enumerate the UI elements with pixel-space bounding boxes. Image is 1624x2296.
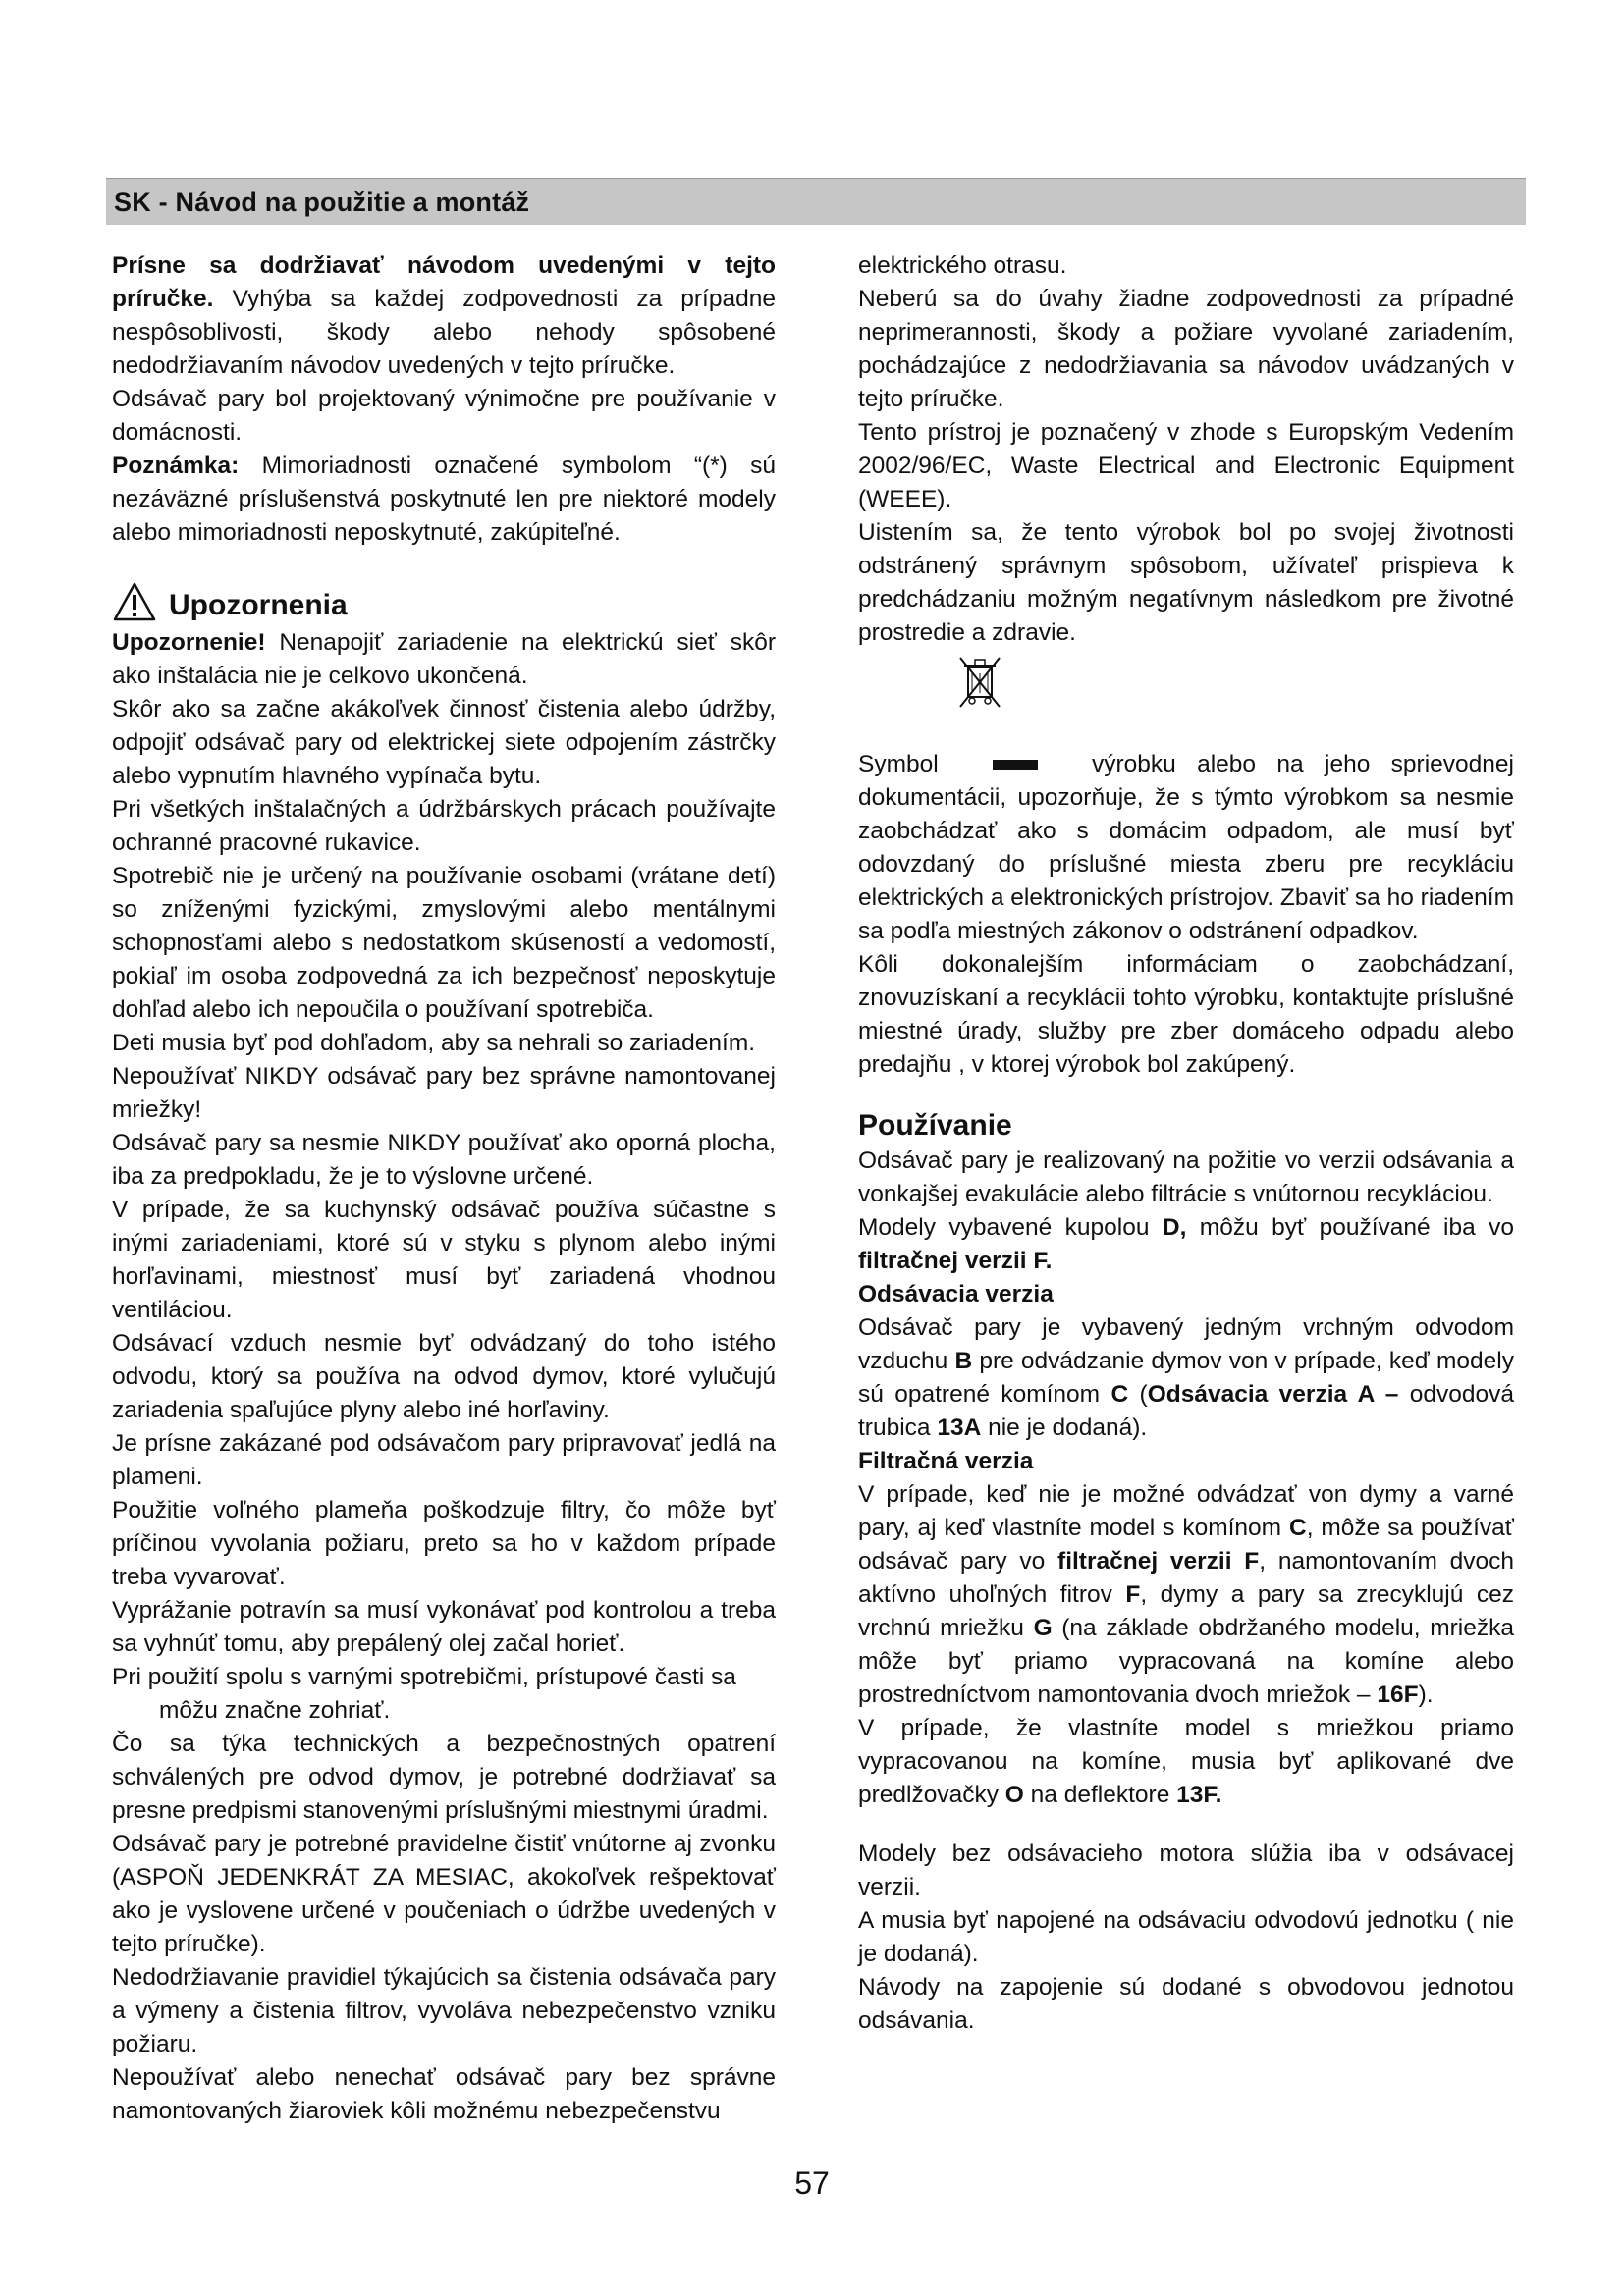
text: Odsávač pary je vybavený jedným vrchným odvodom vzduchu	[858, 1314, 1514, 1374]
bold-text: F	[1125, 1581, 1141, 1608]
text: ).	[1418, 1682, 1434, 1708]
text: , môže sa používať odsávač pary vo	[858, 1515, 1514, 1575]
grille-paragraph	[858, 1712, 1514, 1812]
paragraph: Deti musia byť pod dohľadom, aby sa nehrali so zariadením.	[112, 1030, 756, 1056]
paragraph: Neberú sa do úvahy žiadne zodpovednosti za prípadné neprimerannosti, škody a požiare vyvolané zariadením, pochádzajúce z nedodržiavania sa návodov uvádzaných v tejto príručke.	[858, 286, 1514, 412]
text: Modely vybavené kupolou	[858, 1214, 1163, 1241]
bold-text: filtračnej verzii F.	[858, 1248, 1053, 1274]
note-label: Poznámka:	[112, 453, 240, 479]
bold-text: 16F	[1377, 1682, 1419, 1708]
intro-text: Vyhýba sa každej zodpovednosti za prípadne nespôsoblivosti, škody alebo nehody spôsobené nedodržiavaním návodov uvedených v tejto príručke.	[112, 286, 776, 379]
paragraph: Skôr ako sa začne akákoľvek činnosť čistenia alebo údržby, odpojiť odsávač pary od elektrickej siete odpojením zástrčky alebo vypnutím hlavného vypínača bytu.	[112, 696, 776, 789]
crossed-bin-icon	[956, 654, 1003, 713]
intro-paragraph	[112, 249, 776, 383]
dome-models-paragraph	[858, 1211, 1514, 1278]
designed-paragraph: Odsávač pary bol projektovaný výnimočne pre používanie v domácnosti.	[112, 386, 776, 446]
bold-text: 13A	[937, 1415, 982, 1441]
bold-text: B	[954, 1348, 973, 1374]
text: môžu byť používané iba vo	[1186, 1214, 1514, 1241]
filter-paragraph	[858, 1478, 1514, 1712]
text: (	[1128, 1381, 1148, 1408]
section-header-bar	[106, 178, 1526, 225]
text: V prípade, keď nie je možné odvádzať von dymy a varné pary, aj keď vlastníte model s komínom	[858, 1481, 1514, 1541]
paragraph: Pri použití spolu s varnými spotrebičmi, prístupové časti sa	[112, 1664, 736, 1690]
bold-text: 13F.	[1176, 1782, 1222, 1808]
symbol-word: Symbol	[858, 751, 939, 777]
paragraph: Kôli dokonalejším informáciam o zaobchádzaní, znovuzískaní a recyklácii tohto výrobku, kontaktujte príslušné miestné úrady, služby pre zber domáceho odpadu alebo predajňu , v ktorej výrobok bol zakúpený.	[858, 951, 1514, 1078]
text: pre odvádzanie dymov von v prípade, keď modely sú opatrené komínom	[858, 1348, 1515, 1408]
warning-text: Nenapojiť zariadenie na elektrickú sieť skôr ako inštalácia nie je celkovo ukončená.	[112, 629, 776, 689]
subheading-filter: Filtračná verzia	[858, 1448, 1034, 1474]
note-paragraph	[112, 450, 776, 550]
note-text: Mimoriadnosti označené symbolom “(*) sú nezáväzné príslušenstvá poskytnuté len pre niektoré modely alebo mimoriadnosti neposkytnuté, zakúpiteľné.	[112, 453, 776, 546]
solid-bar-symbol-icon	[993, 760, 1038, 770]
bold-text: O	[1004, 1782, 1024, 1808]
paragraph: A musia byť napojené na odsávaciu odvodovú jednotku ( nie je dodaná).	[858, 1907, 1514, 1967]
text: (na základe obdržaného modelu, mriežka môže byť priamo vypracovaná na komíne alebo prostredníctvom namontovania dvoch mriežok –	[858, 1615, 1514, 1708]
paragraph: dokumentácii, upozorňuje, že s týmto výrobkom sa nesmie zaobchádzať ako s domácim odpadom, ale musí byť odovzdaný do príslušné miesta zberu pre recykláciu elektrických a elektronických prístrojov. Zbaviť sa ho riadením sa podľa miestných zákonov o odstránení odpadkov.	[858, 784, 1514, 944]
text: odvodová trubica	[858, 1381, 1514, 1441]
paragraph: Odsávač pary je potrebné pravidelne čistiť vnútorne aj zvonku (ASPOŇ JEDENKRÁT ZA MESIAC, akokoľvek rešpektovať ako je vyslovene určené v poučeniach o údržbe uvedených v tejto príručke).	[112, 1831, 776, 1957]
page-title: SK - Návod na použitie a montáž	[114, 187, 530, 217]
paragraph: Nepoužívať alebo nenechať odsávač pary bez správne namontovaných žiaroviek kôli možnému nebezpečenstvu	[112, 2064, 776, 2124]
warning-triangle-icon	[112, 581, 157, 622]
right-column	[858, 249, 1514, 2038]
paragraph: V prípade, že sa kuchynský odsávač používa súčastne s inými zariadeniami, ktoré sú v styku s plynom alebo inými horľavinami, miestnosť musí byť zariadená vhodnou ventiláciou.	[112, 1197, 776, 1323]
subheading-extraction: Odsávacia verzia	[858, 1281, 1054, 1308]
paragraph: Návody na zapojenie sú dodané s obvodovou jednotou odsávania.	[858, 1974, 1514, 2034]
paragraph: Nedodržiavanie pravidiel týkajúcich sa čistenia odsávača pary a výmeny a čistenia filtrov, vyvoláva nebezpečenstvo vzniku požiaru.	[112, 1964, 776, 2057]
text: V prípade, že vlastníte model s mriežkou priamo vypracovanou na komíne, musia byť aplikované dve predlžovačky	[858, 1715, 1514, 1808]
text: na deflektore	[1023, 1782, 1177, 1808]
paragraph: Odsávací vzduch nesmie byť odvádzaný do toho istého odvodu, ktorý sa používa na odvod dymov, ktoré vylučujú zariadenia spaľujúce plyny alebo iné horľaviny.	[112, 1330, 776, 1423]
bold-text: filtračnej verzii F	[1057, 1548, 1260, 1575]
bold-text: D,	[1162, 1214, 1187, 1241]
page-number: 57	[794, 2165, 830, 2201]
bold-text: C	[1110, 1381, 1129, 1408]
left-column	[112, 249, 776, 2128]
paragraph: Čo sa týka technických a bezpečnostných opatrení schválených pre odvod dymov, je potrebné dodržiavať sa presne predpismi stanovenými príslušnými miestnymi úradmi.	[112, 1731, 776, 1824]
extraction-paragraph	[858, 1311, 1514, 1445]
bold-text: G	[1033, 1615, 1053, 1641]
paragraph: elektrického otrasu.	[858, 252, 1067, 279]
intro-bold-text: Prísne sa dodržiavať návodom uvedenými v tejto príručke.	[112, 252, 776, 312]
warnings-title: Upozornenia	[169, 589, 348, 621]
bold-text: Odsávacia verzia A –	[1147, 1381, 1399, 1408]
paragraph: Nepoužívať NIKDY odsávač pary bez správne namontovanej mriežky!	[112, 1063, 776, 1123]
symbol-line	[858, 748, 1514, 781]
paragraph: Použitie voľného plameňa poškodzuje filtry, čo môže byť príčinou vyvolania požiaru, preto sa ho v každom prípade treba vyvarovať.	[112, 1497, 776, 1590]
paragraph: Odsávač pary je realizovaný na požitie vo verzii odsávania a vonkajšej evakulácie alebo filtrácie s vnútornou recykláciou.	[858, 1148, 1514, 1207]
usage-title: Používanie	[858, 1109, 1012, 1142]
text: , dymy a pary sa zrecyklujú cez vrchnú mriežku	[858, 1581, 1514, 1641]
paragraph: Uistením sa, že tento výrobok bol po svojej životnosti odstránený správnym spôsobom, užívateľ prispieva k predchádzaniu možným negatívnym následkom pre životné prostredie a zdravie.	[858, 519, 1514, 646]
paragraph: Modely bez odsávacieho motora slúžia iba v odsávacej verzii.	[858, 1841, 1514, 1900]
warning-paragraph	[112, 626, 776, 693]
paragraph: Odsávač pary sa nesmie NIKDY používať ako oporná plocha, iba za predpokladu, že je to výslovne určené.	[112, 1130, 776, 1190]
bold-text: C	[1288, 1515, 1307, 1541]
paragraph: Pri všetkých inštalačných a údržbárskych prácach používajte ochranné pracovné rukavice.	[112, 796, 776, 856]
paragraph: Vyprážanie potravín sa musí vykonávať pod kontrolou a treba sa vyhnúť tomu, aby prepálený olej začal horieť.	[112, 1597, 776, 1657]
spacer	[858, 1812, 1514, 1838]
paragraph: Je prísne zakázané pod odsávačom pary pripravovať jedlá na plameni.	[112, 1430, 776, 1490]
paragraph: Tento prístroj je poznačený v zhode s Europským Vedením 2002/96/EC, Waste Electrical and Electronic Equipment (WEEE).	[858, 419, 1514, 512]
paragraph: Spotrebič nie je určený na používanie osobami (vrátane detí) so zníženými fyzickými, zmyslovými alebo mentálnymi schopnosťami alebo s nedostatkom skúseností a vedomostí, pokiaľ im osoba zodpovedná za ich bezpečnosť neposkytuje dohľad alebo ich nepoučila o používaní spotrebiča.	[112, 863, 776, 1023]
warnings-heading	[112, 577, 776, 622]
text: , namontovaním dvoch aktívno uhoľných fitrov	[858, 1548, 1514, 1608]
text: nie je dodaná).	[981, 1415, 1148, 1441]
paragraph-indent: môžu značne zohriať.	[159, 1697, 391, 1724]
warning-label: Upozornenie!	[112, 629, 266, 656]
symbol-rest: výrobku alebo na jeho sprievodnej	[1091, 751, 1514, 777]
